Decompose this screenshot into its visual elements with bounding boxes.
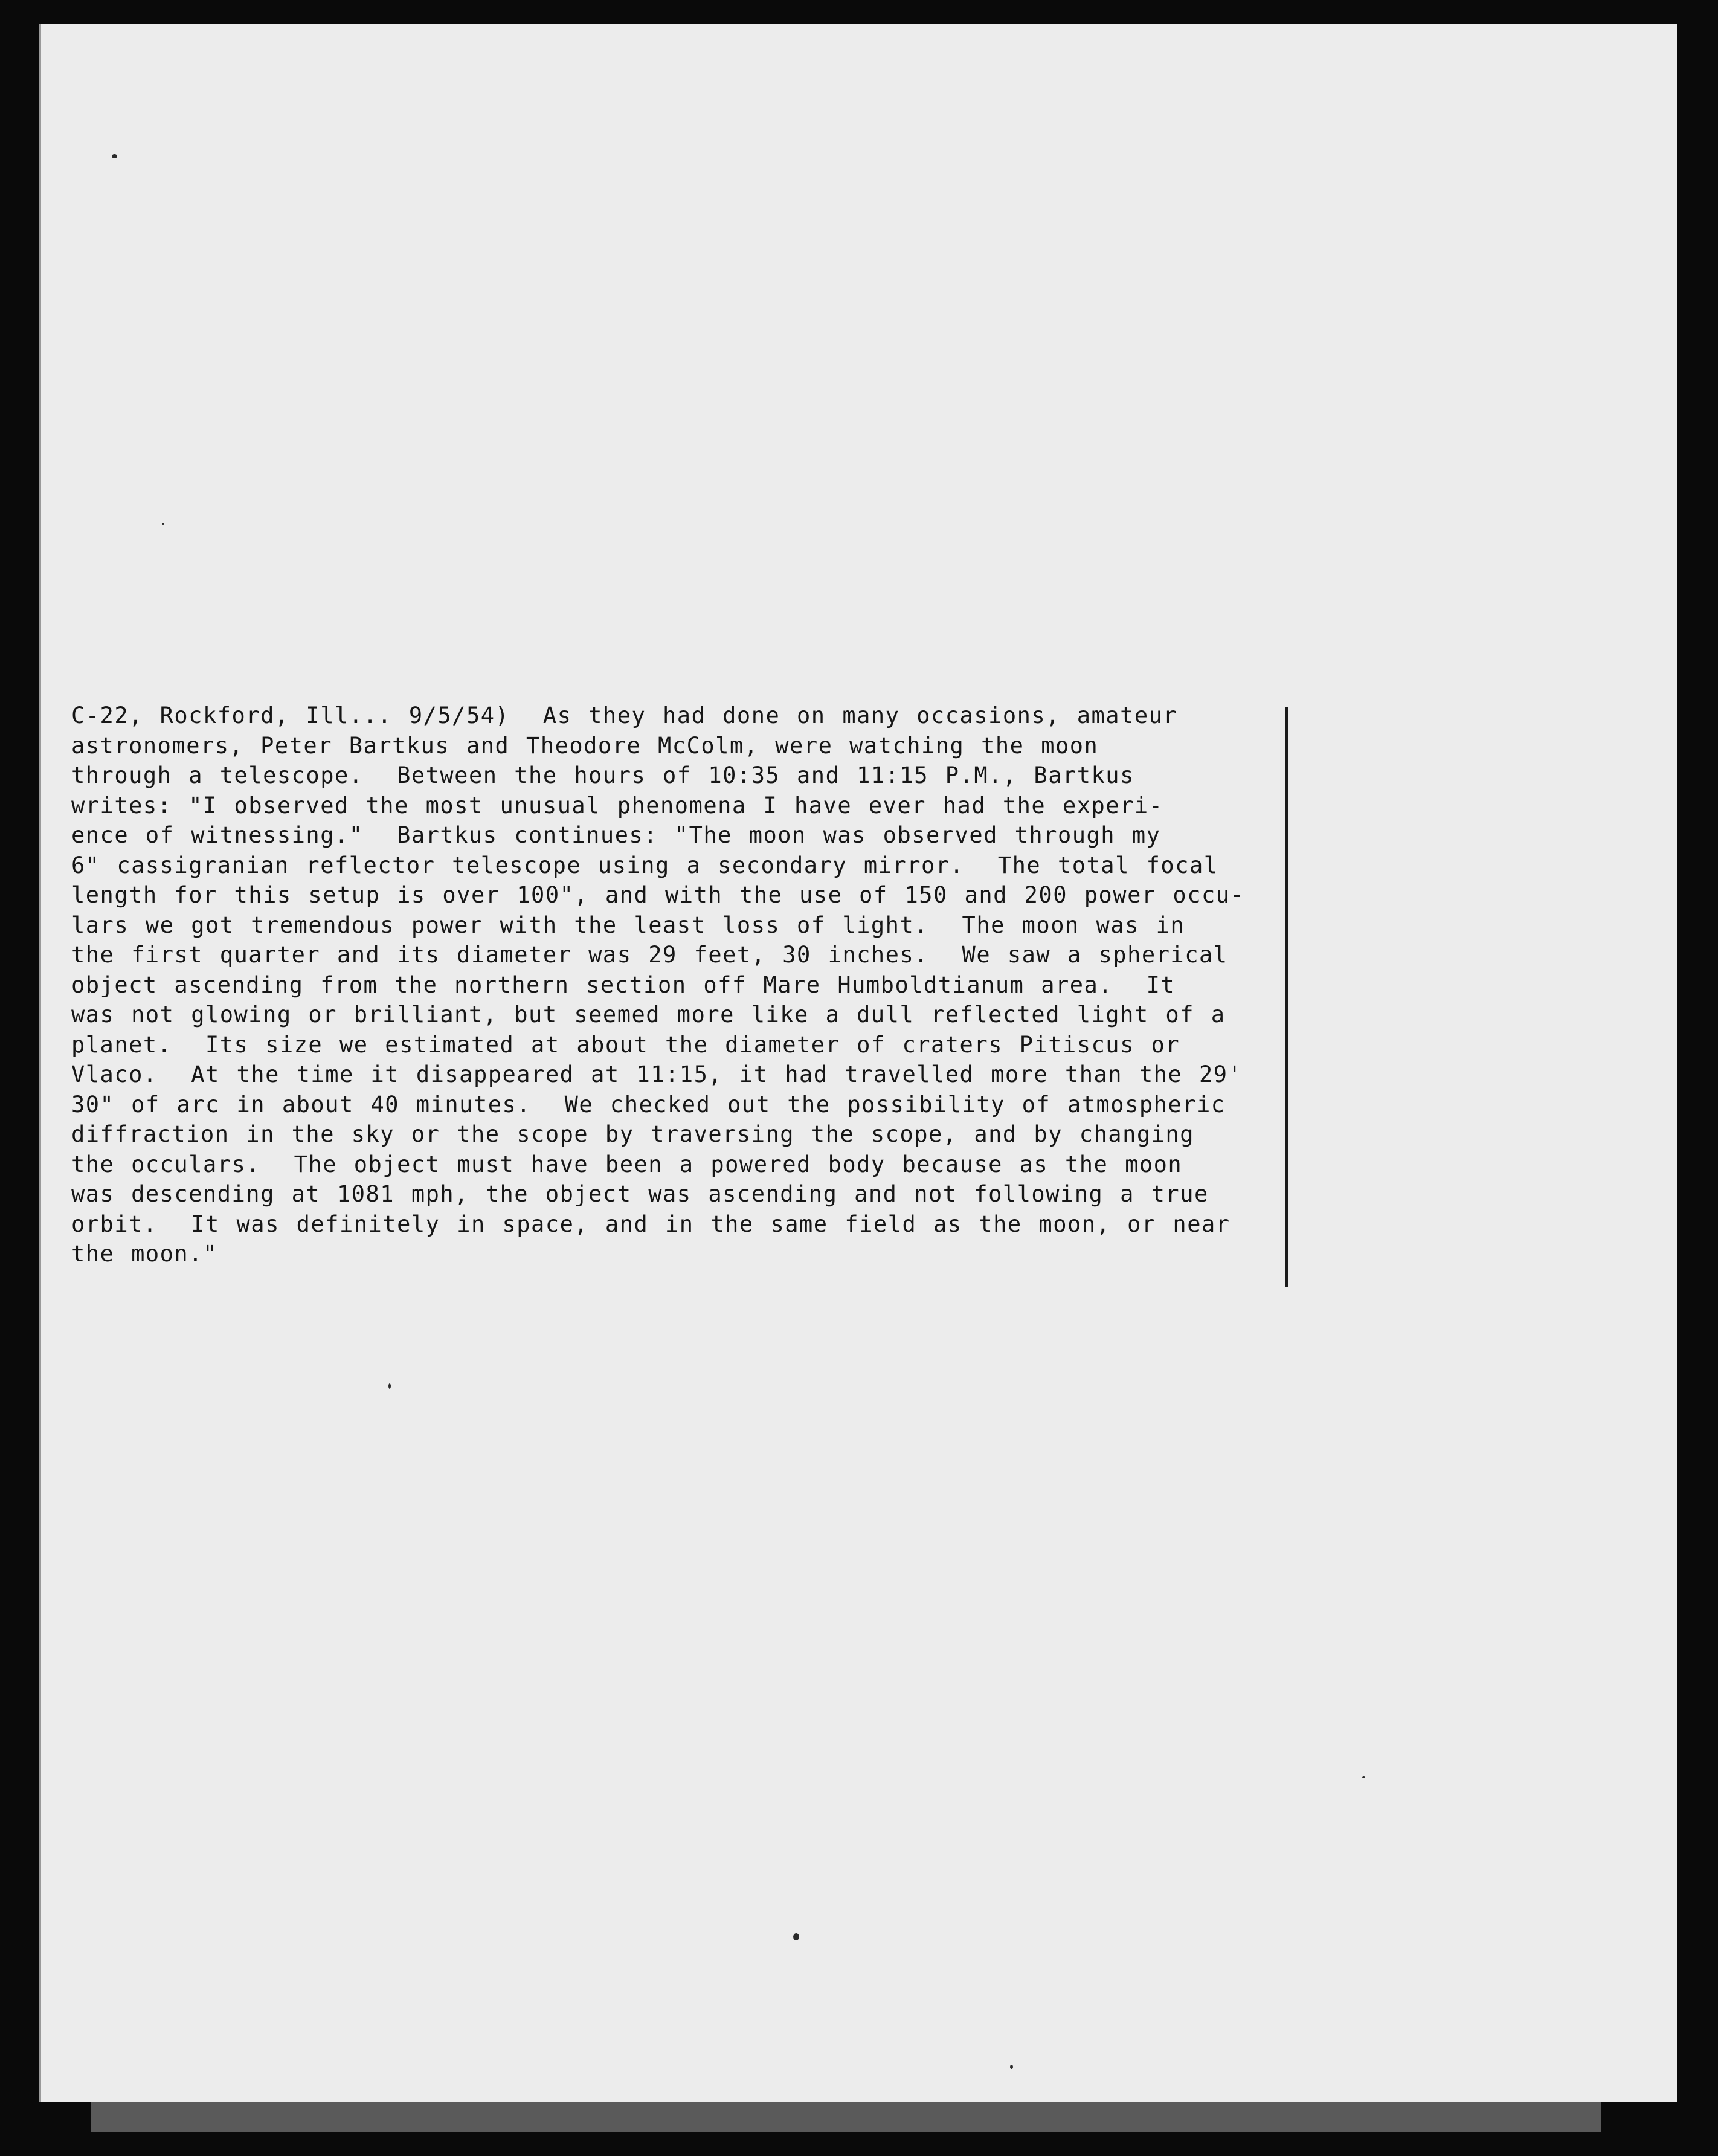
report-line: length for this setup is over 100", and with the use of 150 and 200 power occu-	[71, 882, 1245, 908]
report-line: ence of witnessing." Bartkus continues: "The moon was observed through my	[71, 822, 1161, 848]
report-line: the occulars. The object must have been a powered body because as the moon	[71, 1151, 1183, 1177]
dust-speck	[793, 1933, 799, 1940]
dust-speck	[162, 523, 164, 525]
dust-speck	[1362, 1776, 1365, 1778]
report-text	[71, 701, 1279, 1269]
report-line: astronomers, Peter Bartkus and Theodore McColm, were watching the moon	[71, 732, 1099, 759]
page-edge-shadow	[39, 24, 41, 2102]
report-line: planet. Its size we estimated at about the diameter of craters Pitiscus or	[71, 1031, 1180, 1058]
scan-bottom-strip	[91, 2102, 1601, 2132]
report-line: writes: "I observed the most unusual phenomena I have ever had the experi-	[71, 792, 1163, 819]
sighting-report	[71, 701, 1292, 1281]
report-line: diffraction in the sky or the scope by traversing the scope, and by changing	[71, 1121, 1194, 1147]
report-line: through a telescope. Between the hours of 10:35 and 11:15 P.M., Bartkus	[71, 762, 1134, 788]
report-line: the first quarter and its diameter was 29 feet, 30 inches. We saw a spherical	[71, 942, 1228, 968]
margin-rule	[1285, 707, 1288, 1287]
report-line: object ascending from the northern section off Mare Humboldtianum area. It	[71, 971, 1176, 998]
dust-speck	[388, 1383, 391, 1389]
report-line: orbit. It was definitely in space, and in the same field as the moon, or near	[71, 1211, 1231, 1237]
report-line: was not glowing or brilliant, but seemed more like a dull reflected light of a	[71, 1002, 1226, 1028]
report-line: Vlaco. At the time it disappeared at 11:15, it had travelled more than the 29'	[71, 1061, 1243, 1087]
report-line: the moon."	[71, 1241, 217, 1267]
report-line: 6" cassigranian reflector telescope using a secondary mirror. The total focal	[71, 852, 1218, 878]
report-line: 30" of arc in about 40 minutes. We checked out the possibility of atmospheric	[71, 1091, 1226, 1118]
dust-speck	[1010, 2065, 1013, 2069]
dust-speck	[112, 154, 117, 158]
report-line: was descending at 1081 mph, the object was ascending and not following a true	[71, 1181, 1209, 1207]
report-line: C-22, Rockford, Ill... 9/5/54) As they had done on many occasions, amateur	[71, 703, 1178, 729]
report-line: lars we got tremendous power with the least loss of light. The moon was in	[71, 912, 1185, 938]
